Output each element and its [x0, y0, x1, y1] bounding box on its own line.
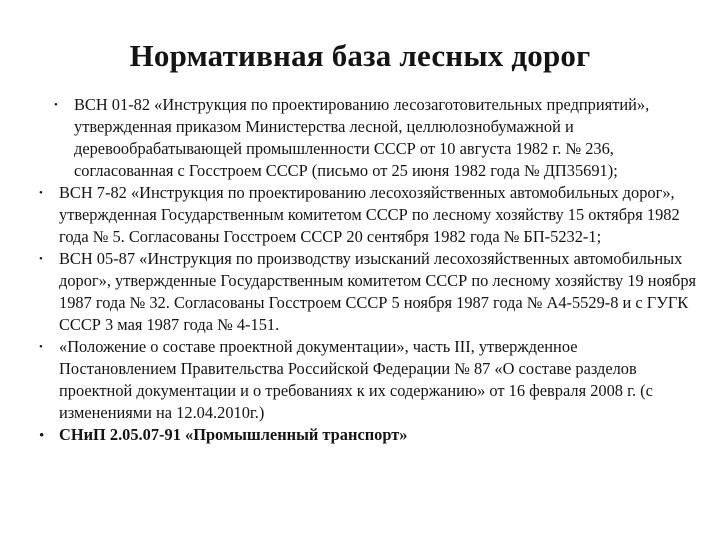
list-item: [22, 424, 698, 447]
list-item-text: ВСН 7-82 «Инструкция по проектированию лесохозяйственных автомобильных дорог», утвержденная Государственным комитетом СССР по лесному хозяйству 15 октября 1982 года № 5. Согласованы Госстроем СССР 20 сентября 1982 года № БП-5232-1;: [59, 183, 680, 246]
list-item: [22, 336, 698, 424]
bullet-icon: •: [39, 187, 43, 199]
regulation-list: [22, 94, 698, 447]
list-item: [22, 94, 698, 182]
list-item: [22, 248, 698, 336]
list-item-text: ВСН 05-87 «Инструкция по производству изысканий лесохозяйственных автомобильных дорог», утвержденные Государственным комитетом СССР по лесному хозяйству 19 ноября 1987 года № 32. Согласованы Госстроем СССР 5 ноября 1987 года № А4-5529-8 и с ГУГК СССР 3 мая 1987 года № 4-151.: [59, 249, 697, 334]
list-item: [22, 182, 698, 248]
bullet-icon: •: [54, 99, 58, 111]
list-item-text: «Положение о составе проектной документации», часть III, утвержденное Постановлением Правительства Российской Федерации № 87 «О составе разделов проектной документации и о требованиях к их содержанию» от 16 февраля 2008 г. (с изменениями на 12.04.2010г.): [59, 337, 653, 422]
bullet-icon: •: [39, 428, 45, 444]
bullet-icon: •: [39, 253, 43, 265]
list-item-text: СНиП 2.05.07-91 «Промышленный транспорт»: [59, 425, 408, 444]
slide-title: Нормативная база лесных дорог: [129, 38, 591, 73]
list-item-text: ВСН 01-82 «Инструкция по проектированию лесозаготовительных предприятий», утвержденная приказом Министерства лесной, целлюлознобумажной и деревообрабатывающей промышленности СССР от 10 августа 1982 г. № 236, согласованная с Госстроем СССР (письмо от 25 июня 1982 года № ДП35691);: [74, 95, 650, 180]
bullet-icon: •: [39, 341, 43, 353]
